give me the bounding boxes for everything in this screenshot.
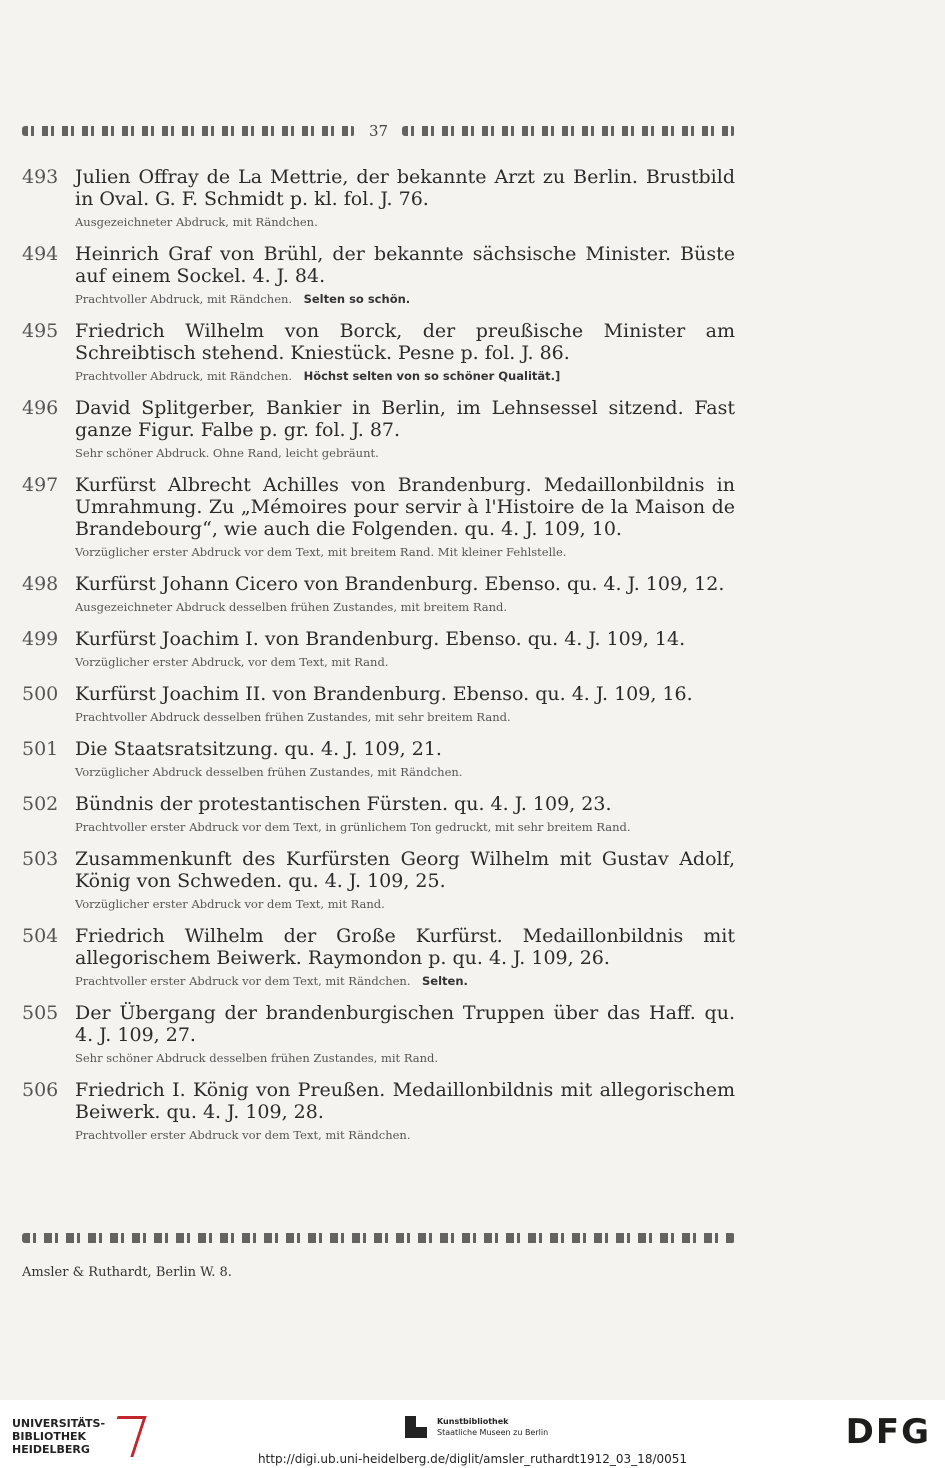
permalink-url[interactable]: http://digi.ub.uni-heidelberg.de/diglit/amsler_ruthardt1912_03_18/0051	[257, 1452, 688, 1466]
publisher-line: Amsler & Ruthardt, Berlin W. 8.	[22, 1265, 232, 1280]
entry-condition-note	[75, 764, 735, 780]
entry-number: 500	[22, 683, 59, 705]
entry-note-text: Vorzüglicher Abdruck desselben frühen Zustandes, mit Rändchen.	[75, 765, 463, 779]
entry-note-text: Prachtvoller erster Abdruck vor dem Text, mit Rändchen.	[75, 974, 411, 988]
entry-description: Die Staatsratsitzung. qu. 4. J. 109, 21.	[75, 738, 442, 760]
entry-note-text: Prachtvoller erster Abdruck vor dem Text, in grünlichem Ton gedruckt, mit sehr breitem Rand.	[75, 820, 631, 834]
entry-number: 496	[22, 397, 59, 419]
entry-condition-note	[75, 819, 735, 835]
ub-logo-line1: UNIVERSITÄTS-	[12, 1417, 106, 1430]
header-ornament-right	[402, 126, 735, 136]
catalog-entry	[22, 683, 735, 725]
entry-number: 501	[22, 738, 59, 760]
entry-note-text: Ausgezeichneter Abdruck desselben frühen Zustandes, mit breitem Rand.	[75, 600, 508, 614]
entry-number: 499	[22, 628, 59, 650]
entry-description: Friedrich Wilhelm von Borck, der preußische Minister am Schreibtisch stehend. Kniestück. Pesne p. fol. J. 86.	[75, 320, 735, 364]
page-header	[22, 122, 735, 140]
entry-number: 494	[22, 243, 59, 265]
entry-description: Julien Offray de La Mettrie, der bekannte Arzt zu Berlin. Brustbild in Oval. G. F. Schmidt p. kl. fol. J. 76.	[75, 166, 735, 210]
ub-logo-line3: HEIDELBERG	[12, 1443, 90, 1456]
entry-note-text: Vorzüglicher erster Abdruck vor dem Text, mit Rand.	[75, 897, 385, 911]
catalog-entry	[22, 738, 735, 780]
entry-list	[22, 166, 735, 1156]
catalog-entry	[22, 474, 735, 560]
entry-condition-note	[75, 599, 735, 615]
catalog-entry	[22, 848, 735, 912]
entry-condition-note	[75, 214, 735, 230]
catalog-entry	[22, 243, 735, 307]
catalog-entry	[22, 925, 735, 989]
entry-condition-note	[75, 709, 735, 725]
kb-logo-line1: Kunstbibliothek	[437, 1417, 509, 1426]
entry-condition-note	[75, 654, 735, 670]
entry-note-text: Prachtvoller Abdruck, mit Rändchen.	[75, 369, 293, 383]
entry-description: Zusammenkunft des Kurfürsten Georg Wilhelm mit Gustav Adolf, König von Schweden. qu. 4. J. 109, 25.	[75, 848, 735, 892]
entry-note-remark: Selten.	[422, 974, 468, 988]
entry-note-text: Vorzüglicher erster Abdruck vor dem Text, mit breitem Rand. Mit kleiner Fehlstelle.	[75, 545, 567, 559]
entry-note-remark: Höchst selten von so schöner Qualität.]	[303, 369, 561, 383]
footer-ornament	[22, 1233, 735, 1243]
entry-condition-note	[75, 973, 735, 989]
ub-heidelberg-logo[interactable]	[12, 1416, 140, 1457]
entry-description: Bündnis der protestantischen Fürsten. qu. 4. J. 109, 23.	[75, 793, 612, 815]
entry-number: 504	[22, 925, 59, 947]
entry-note-text: Ausgezeichneter Abdruck, mit Rändchen.	[75, 215, 318, 229]
entry-note-text: Prachtvoller erster Abdruck vor dem Text, mit Rändchen.	[75, 1128, 411, 1142]
entry-note-text: Sehr schöner Abdruck. Ohne Rand, leicht gebräunt.	[75, 446, 379, 460]
entry-description: Heinrich Graf von Brühl, der bekannte sächsische Minister. Büste auf einem Sockel. 4. J. 84.	[75, 243, 735, 287]
catalog-entry	[22, 320, 735, 384]
entry-number: 502	[22, 793, 59, 815]
entry-number: 493	[22, 166, 59, 188]
entry-number: 497	[22, 474, 59, 496]
entry-note-text: Prachtvoller Abdruck desselben frühen Zustandes, mit sehr breitem Rand.	[75, 710, 511, 724]
ub-logo-icon	[104, 1416, 146, 1457]
entry-condition-note	[75, 1127, 735, 1143]
entry-number: 506	[22, 1079, 59, 1101]
entry-note-text: Sehr schöner Abdruck desselben frühen Zustandes, mit Rand.	[75, 1051, 439, 1065]
digitization-footer	[0, 1400, 945, 1468]
catalog-entry	[22, 1002, 735, 1066]
entry-number: 505	[22, 1002, 59, 1024]
entry-description: David Splitgerber, Bankier in Berlin, im Lehnsessel sitzend. Fast ganze Figur. Falbe p. gr. fol. J. 87.	[75, 397, 735, 441]
entry-condition-note	[75, 1050, 735, 1066]
kunstbibliothek-icon	[405, 1416, 427, 1438]
header-ornament-left	[22, 126, 355, 136]
dfg-logo[interactable]: DFG	[845, 1412, 931, 1452]
catalog-entry	[22, 1079, 735, 1143]
page-number: 37	[368, 122, 389, 140]
entry-description: Der Übergang der brandenburgischen Truppen über das Haff. qu. 4. J. 109, 27.	[75, 1002, 735, 1046]
entry-condition-note	[75, 291, 735, 307]
catalog-entry	[22, 628, 735, 670]
kb-logo-line2: Staatliche Museen zu Berlin	[437, 1428, 549, 1437]
entry-note-remark: Selten so schön.	[303, 292, 411, 306]
catalog-entry	[22, 573, 735, 615]
catalog-entry	[22, 166, 735, 230]
entry-description: Kurfürst Joachim I. von Brandenburg. Ebenso. qu. 4. J. 109, 14.	[75, 628, 686, 650]
catalog-entry	[22, 397, 735, 461]
entry-condition-note	[75, 544, 735, 560]
catalog-entry	[22, 793, 735, 835]
entry-note-text: Vorzüglicher erster Abdruck, vor dem Text, mit Rand.	[75, 655, 389, 669]
ub-logo-line2: BIBLIOTHEK	[12, 1430, 87, 1443]
entry-description: Friedrich Wilhelm der Große Kurfürst. Medaillonbildnis mit allegorischem Beiwerk. Raymondon p. qu. 4. J. 109, 26.	[75, 925, 735, 969]
entry-description: Kurfürst Albrecht Achilles von Brandenburg. Medaillonbildnis in Umrahmung. Zu „Mémoires pour servir à l'Histoire de la Maison de Brandebourg“, wie auch die Folgenden. qu. 4. J. 109, 10.	[75, 474, 735, 540]
entry-note-text: Prachtvoller Abdruck, mit Rändchen.	[75, 292, 293, 306]
entry-number: 498	[22, 573, 59, 595]
entry-condition-note	[75, 896, 735, 912]
entry-number: 503	[22, 848, 59, 870]
entry-condition-note	[75, 445, 735, 461]
entry-description: Kurfürst Johann Cicero von Brandenburg. Ebenso. qu. 4. J. 109, 12.	[75, 573, 725, 595]
entry-description: Friedrich I. König von Preußen. Medaillonbildnis mit allegorischem Beiwerk. qu. 4. J. 109, 28.	[75, 1079, 735, 1123]
entry-number: 495	[22, 320, 59, 342]
kunstbibliothek-logo[interactable]	[405, 1416, 548, 1438]
entry-description: Kurfürst Joachim II. von Brandenburg. Ebenso. qu. 4. J. 109, 16.	[75, 683, 693, 705]
entry-condition-note	[75, 368, 735, 384]
